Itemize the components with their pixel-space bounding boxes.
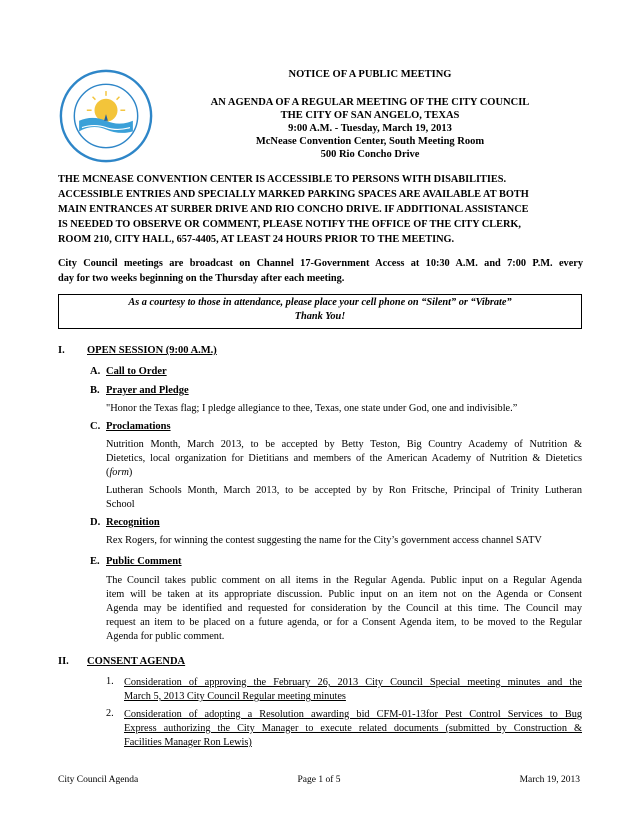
consent-item-1-link[interactable]: Consideration of approving the February 26, 2013 City Council Special meeting minutes and the [124, 677, 582, 688]
footer-title: City Council Agenda [58, 775, 139, 785]
public-comment-line: Agenda for public comment. [106, 631, 225, 642]
city-seal-logo [58, 68, 154, 164]
pledge-text: "Honor the Texas flag; I pledge allegiance to thee, Texas, one state under God, one and indivisible.” [106, 403, 518, 414]
public-comment-line: The Council takes public comment on all items in the Regular Agenda. Public input on a Regular Agenda [106, 575, 582, 586]
consent-item-2-link[interactable]: Express authorizing the City Manager to execute related documents (submitted by Construction & [124, 723, 582, 734]
item-title-recognition: Recognition [106, 517, 160, 528]
section-title-open-session: OPEN SESSION (9:00 A.M.) [87, 345, 217, 356]
meeting-address: 500 Rio Concho Drive [320, 149, 420, 160]
accessibility-notice-line: THE MCNEASE CONVENTION CENTER IS ACCESSIBLE TO PERSONS WITH DISABILITIES. [58, 174, 507, 185]
section-numeral: II. [58, 656, 69, 667]
item-letter: B. [90, 385, 100, 396]
consent-item-2-link[interactable]: Consideration of adopting a Resolution awarding bid CFM-01-13for Pest Control Services to Bug [124, 709, 582, 720]
paren-close: ) [128, 467, 133, 478]
item-letter: E. [90, 556, 100, 567]
public-comment-line: request an item to be placed on a future agenda, or for a Consent Agenda item, to be moved to the Regular [106, 617, 582, 628]
section-title-consent-agenda: CONSENT AGENDA [87, 656, 186, 667]
proclamation-line: Nutrition Month, March 2013, to be accepted by Betty Teston, Big Country Academy of Nutrition & [106, 439, 582, 450]
consent-item-1-link[interactable]: March 5, 2013 City Council Regular meeting minutes [124, 691, 346, 702]
form-link[interactable]: form [109, 467, 129, 478]
proclamation-form-note [106, 466, 582, 480]
item-title-prayer-pledge: Prayer and Pledge [106, 385, 189, 396]
agenda-title: AN AGENDA OF A REGULAR MEETING OF THE CITY COUNCIL [210, 97, 530, 108]
item-letter: D. [90, 517, 101, 528]
notice-title: NOTICE OF A PUBLIC MEETING [288, 69, 452, 80]
proclamation-line: School [106, 499, 135, 510]
public-comment-line: Agenda may be identified and requested for consideration by the Council at this time. The Council may [106, 603, 582, 614]
public-comment-line: item will be taken at its appropriate discussion. Public input on an item not on the Agenda or Consent [106, 589, 582, 600]
consent-item-number: 1. [106, 676, 114, 687]
item-title-call-to-order: Call to Order [106, 366, 167, 377]
accessibility-notice-line: ROOM 210, CITY HALL, 657-4405, AT LEAST 24 HOURS PRIOR TO THE MEETING. [58, 234, 455, 245]
accessibility-notice-line: IS NEEDED TO OBSERVE OR COMMENT, PLEASE NOTIFY THE OFFICE OF THE CITY CLERK, [58, 219, 521, 230]
meeting-time: 9:00 A.M. - Tuesday, March 19, 2013 [288, 123, 452, 134]
item-title-proclamations: Proclamations [106, 421, 171, 432]
thank-you: Thank You! [294, 311, 346, 322]
courtesy-message [58, 296, 582, 324]
recognition-text: Rex Rogers, for winning the contest suggesting the name for the City’s government access channel SATV [106, 535, 542, 546]
item-title-public-comment: Public Comment [106, 556, 182, 567]
broadcast-notice-line: day for two weeks beginning on the Thursday after each meeting. [58, 273, 345, 284]
accessibility-notice-line: ACCESSIBLE ENTRIES AND SPECIALLY MARKED PARKING SPACES ARE AVAILABLE AT BOTH [58, 189, 529, 200]
item-letter: C. [90, 421, 101, 432]
meeting-location: McNease Convention Center, South Meeting Room [255, 136, 485, 147]
city-name: THE CITY OF SAN ANGELO, TEXAS [280, 110, 460, 121]
footer-date: March 19, 2013 [519, 775, 580, 785]
proclamation-line: Dietetics, local organization for Dietitians and members of the American Academy of Nutrition & Dietetics [106, 453, 582, 464]
section-numeral: I. [58, 345, 65, 356]
accessibility-notice-line: MAIN ENTRANCES AT SURBER DRIVE AND RIO CONCHO DRIVE. IF ADDITIONAL ASSISTANCE [58, 204, 529, 215]
paren-open: ( [106, 467, 110, 478]
consent-item-2-link[interactable]: Facilities Manager Ron Lewis) [124, 737, 252, 748]
broadcast-notice-line: City Council meetings are broadcast on Channel 17-Government Access at 10:30 A.M. and 7:00 P.M. every [58, 258, 583, 269]
consent-item-number: 2. [106, 708, 114, 719]
courtesy-line: As a courtesy to those in attendance, please place your cell phone on “Silent” or “Vibrate” [128, 297, 512, 308]
footer-page-number: Page 1 of 5 [297, 775, 341, 785]
proclamation-line: Lutheran Schools Month, March 2013, to be accepted by by Ron Fritsche, Principal of Trinity Lutheran [106, 485, 582, 496]
item-letter: A. [90, 366, 101, 377]
